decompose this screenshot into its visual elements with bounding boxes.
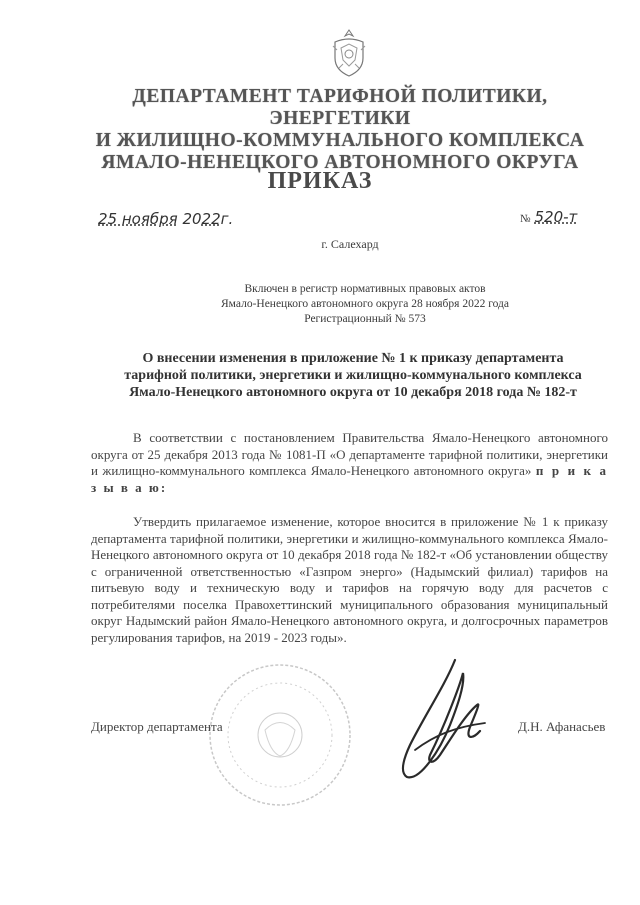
department-line: ЯМАЛО-НЕНЕЦКОГО АВТОНОМНОГО ОКРУГА	[101, 152, 579, 173]
department-line: И ЖИЛИЩНО-КОММУНАЛЬНОГО КОМПЛЕКСА	[95, 130, 585, 151]
city: г. Салехард	[321, 237, 379, 251]
signer-name: Д.Н. Афанасьев	[518, 719, 606, 734]
subject-line: тарифной политики, энергетики и жилищно-коммунального комплекса	[124, 368, 582, 383]
department-line: ДЕПАРТАМЕНТ ТАРИФНОЙ ПОЛИТИКИ, ЭНЕРГЕТИКИ	[132, 86, 548, 129]
preamble-text: В соответствии с постановлением Правительства Ямало-Ненецкого автономного округа от 25 декабря 2013 года № 1081-П «О департаменте тарифной политики, энергетики и жилищно-коммунального комплекса Ямало-Ненецкого автономного округа»	[91, 430, 608, 478]
registration-line: Ямало-Ненецкого автономного округа 28 ноября 2022 года	[221, 298, 509, 310]
subject-line: О внесении изменения в приложение № 1 к приказу департамента	[142, 351, 564, 366]
registration-line: Регистрационный № 573	[304, 313, 426, 325]
coat-of-arms-icon	[329, 28, 369, 78]
date-handwritten: 25 ноября	[98, 210, 178, 228]
registration-line: Включен в регистр нормативных правовых актов	[244, 283, 486, 295]
order-command: п р и к а з ы в а ю:	[91, 463, 608, 495]
subject-line: Ямало-Ненецкого автономного округа от 10 декабря 2018 года № 182-т	[129, 385, 577, 400]
number-handwritten: 520-т	[534, 208, 578, 226]
preamble-paragraph	[91, 430, 608, 496]
number-prefix: №	[520, 213, 531, 225]
operative-paragraph: Утвердить прилагаемое изменение, которое вносится в приложение № 1 к приказу департамента тарифной политики, энергетики и жилищно-коммунального комплекса Ямало-Ненецкого автономного округа от 10 декабря 2018 года № 182-т «Об установлении обществу с ограниченной ответственностью «Газпром энерго» (Надымский филиал) тарифов на питьевую воду и техническую воду и тарифов на горячую воду для расчетов с потребителями поселка Правохеттинский муниципального образования муниципальный округ Надымский район Ямало-Ненецкого автономного округа, и долгосрочных параметров регулирования тарифов, на 2019 - 2023 годы».	[91, 514, 608, 645]
date-year-handwritten: 22	[201, 210, 221, 228]
signer-position: Директор департамента	[91, 719, 223, 734]
order-date	[98, 210, 233, 228]
seal-stamp-icon	[205, 660, 355, 810]
date-year-prefix: 20	[182, 210, 202, 228]
date-suffix: г.	[220, 210, 234, 228]
order-number	[520, 208, 577, 226]
handwritten-signature-icon	[385, 655, 495, 785]
document-type: ПРИКАЗ	[267, 168, 373, 194]
department-name	[60, 86, 620, 174]
order-subject	[108, 350, 598, 401]
registration-note	[0, 282, 640, 327]
